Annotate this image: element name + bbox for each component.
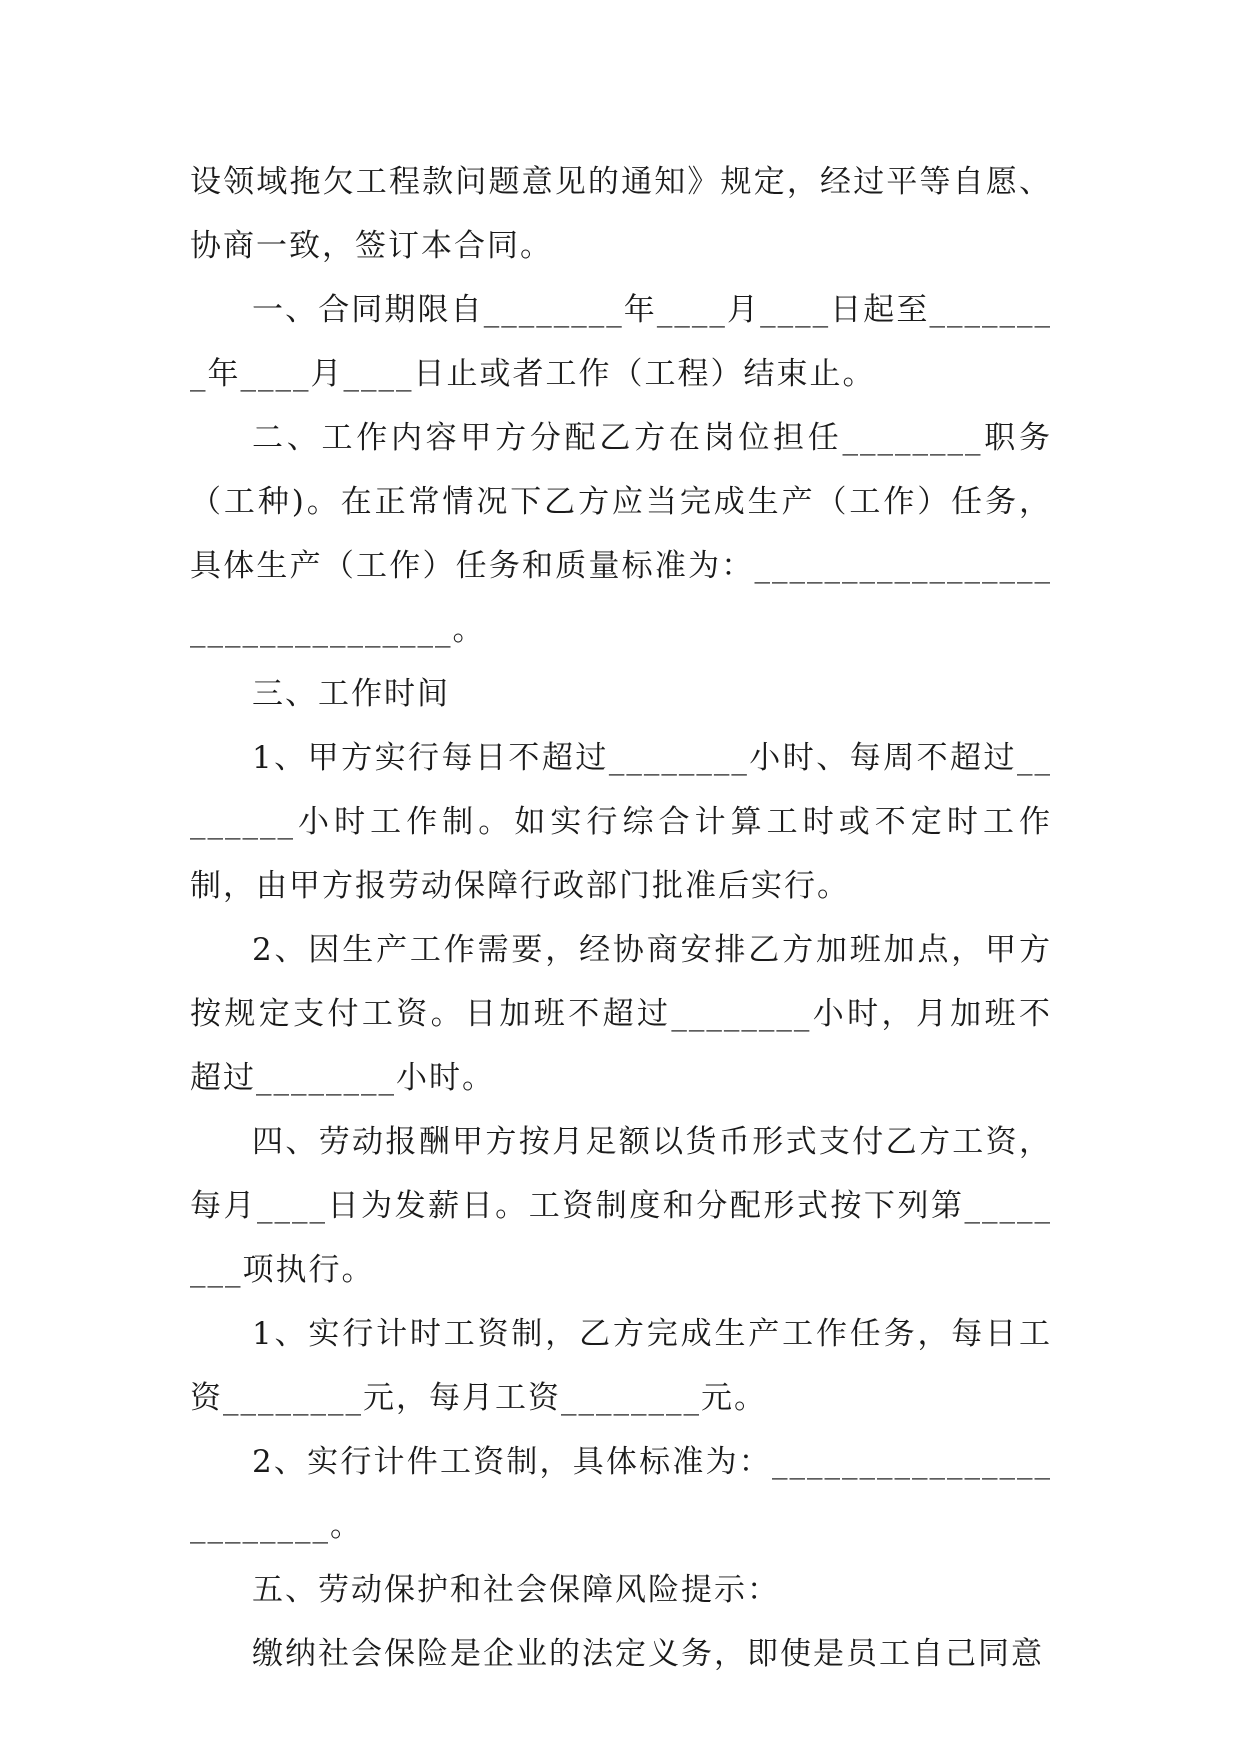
document-body xyxy=(190,150,1052,1686)
paragraph-remuneration-2: 2、实行计件工资制，具体标准为：________________________。 xyxy=(190,1444,1052,1544)
paragraph-remuneration: 四、劳动报酬甲方按月足额以货币形式支付乙方工资，每月____日为发薪日。工资制度和分配形式按下列第________项执行。 xyxy=(190,1124,1052,1288)
paragraph-work-hours-1: 1、甲方实行每日不超过________小时、每周不超过________小时工作制。如实行综合计算工时或不定时工作制，由甲方报劳动保障行政部门批准后实行。 xyxy=(190,740,1052,904)
paragraph-intro-continued: 设领域拖欠工程款问题意见的通知》规定，经过平等自愿、协商一致，签订本合同。 xyxy=(190,164,1052,264)
paragraph-job-content: 二、工作内容甲方分配乙方在岗位担任________职务（工种)。在正常情况下乙方应当完成生产（工作）任务，具体生产（工作）任务和质量标准为：________________________________。 xyxy=(190,420,1052,648)
heading-labor-protection: 五、劳动保护和社会保障风险提示： xyxy=(252,1572,780,1608)
paragraph-labor-protection-body: 缴纳社会保险是企业的法定义务，即使是员工自己同意 xyxy=(252,1636,1044,1672)
paragraph-work-hours-2: 2、因生产工作需要，经协商安排乙方加班加点，甲方按规定支付工资。日加班不超过________小时，月加班不超过________小时。 xyxy=(190,932,1052,1096)
paragraph-contract-term: 一、合同期限自________年____月____日起至________年____月____日止或者工作（工程）结束止。 xyxy=(190,292,1052,392)
paragraph-remuneration-1: 1、实行计时工资制，乙方完成生产工作任务，每日工资________元，每月工资________元。 xyxy=(190,1316,1052,1416)
heading-work-hours: 三、工作时间 xyxy=(252,676,450,712)
